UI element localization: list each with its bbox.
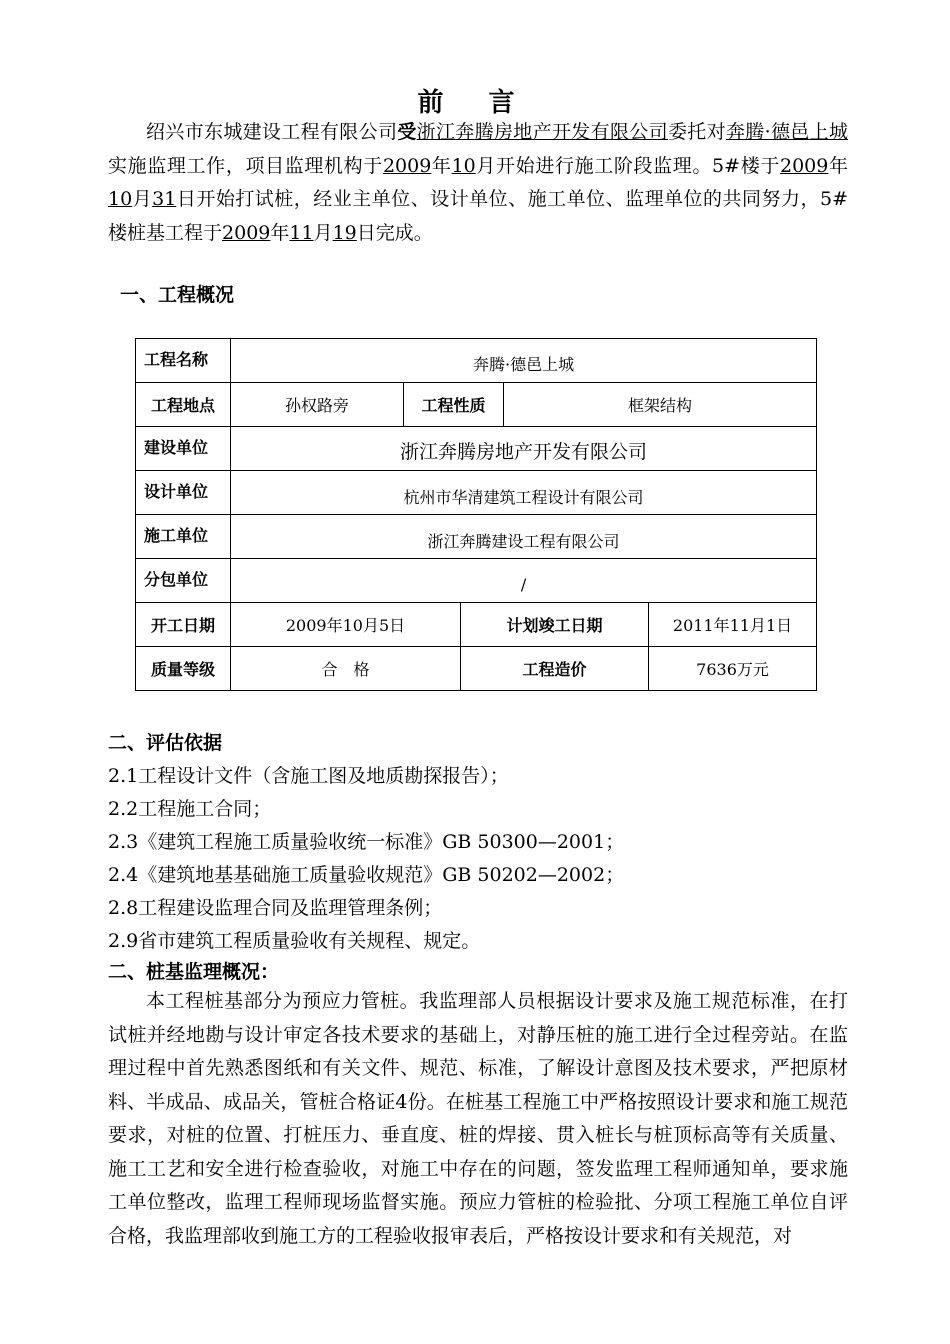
section-heading-pile-supervision: 二、桩基监理概况： [108,961,280,983]
list-item: 2.8工程建设监理合同及监理管理条例； [108,897,443,919]
intro-day: 31 [152,188,177,210]
list-item: 2.2工程施工合同； [108,798,272,820]
project-name: 奔腾·德邑上城 [725,121,848,143]
table-row [136,559,817,603]
intro-year: 2009 [382,154,432,177]
table-label: 工程地点 [136,383,231,427]
section-heading-overview: 一、工程概况 [120,284,235,306]
intro-text: 日开始打试桩，经业主单位、设计单位、施工单位、监理单位的共同努力，5#楼桩基工程于 [108,188,848,244]
table-value: 2009年10月5日 [231,603,461,647]
table-label: 设计单位 [136,471,231,515]
body-paragraph [108,985,848,1253]
intro-paragraph [108,116,848,250]
project-info-table [135,338,817,691]
table-row [136,383,817,427]
table-label: 计划竣工日期 [461,603,649,647]
intro-text: 年 [270,221,290,244]
list-item: 2.4《建筑地基基础施工质量验收规范》GB 50202—2002； [108,864,625,886]
table-row [136,471,817,515]
table-value: / [231,559,817,603]
intro-day: 19 [332,221,357,244]
table-value: 合 格 [231,647,461,691]
table-row [136,427,817,471]
body-text: 本工程桩基部分为预应力管桩。我监理部人员根据设计要求及施工规范标准，在打试桩并经地勘与设计审定各技术要求的基础上，对静压桩的施工进行全过程旁站。在监理过程中首先熟悉图纸和有关文件、规范、标准，了解设计意图及技术要求，严把原材料、半成品、成品关，管桩合格证4份。在桩基工程施工中严格按照设计要求和施工规范要求，对桩的位置、打桩压力、垂直度、桩的焊接、贯入桩长与桩顶标高等有关质量、施工工艺和安全进行检查验收，对施工中存在的问题，签发监理工程师通知单，要求施工单位整改，监理工程师现场监督实施。预应力管桩的检验批、分项工程施工单位自评合格，我监理部收到施工方的工程验收报审表后，严格按设计要求和有关规范，对 [108,990,848,1247]
table-value: 浙江奔腾建设工程有限公司 [231,515,817,559]
table-value: 框架结构 [504,383,817,427]
table-value: 奔腾·德邑上城 [231,339,817,383]
table-label: 建设单位 [136,427,231,471]
client-name: 浙江奔腾房地产开发有限公司 [416,121,668,143]
intro-year: 2009 [222,221,271,244]
intro-text: 年 [431,154,452,177]
table-row [136,515,817,559]
table-label: 质量等级 [136,647,231,691]
intro-month: 10 [451,154,476,177]
table-row [136,603,817,647]
table-label: 工程性质 [404,383,504,427]
intro-text: 委托对 [667,121,726,143]
table-row [136,339,817,383]
intro-text: 日完成。 [356,221,433,244]
table-value: 7636万元 [649,647,817,691]
intro-text: 绍兴市东城建设工程有限公司 [146,121,398,143]
intro-year: 2009 [779,154,829,177]
table-row [136,647,817,691]
intro-month: 10 [108,188,133,210]
list-item: 2.9省市建筑工程质量验收有关规程、规定。 [108,930,481,952]
table-value: 孙权路旁 [231,383,404,427]
intro-text: 月 [313,221,333,244]
list-item: 2.3《建筑工程施工质量验收统一标准》GB 50300—2001； [108,831,625,853]
table-value: 浙江奔腾房地产开发有限公司 [231,427,817,471]
table-label: 施工单位 [136,515,231,559]
table-label: 工程造价 [461,647,649,691]
section-heading-basis: 二、评估依据 [108,732,223,754]
intro-text: 月 [132,188,153,210]
intro-text: 实施监理工作，项目监理机构于 [108,154,383,177]
intro-text: 受 [397,121,417,143]
table-label: 分包单位 [136,559,231,603]
intro-text: 月开始进行施工阶段监理。5#楼于 [475,154,780,177]
page-title: 前 言 [417,88,533,118]
table-label: 工程名称 [136,339,231,383]
intro-month: 11 [289,221,314,244]
intro-text: 年 [828,154,848,177]
table-value: 杭州市华清建筑工程设计有限公司 [231,471,817,515]
list-item: 2.1工程设计文件（含施工图及地质勘探报告）； [108,765,509,787]
table-value: 2011年11月1日 [649,603,817,647]
table-label: 开工日期 [136,603,231,647]
